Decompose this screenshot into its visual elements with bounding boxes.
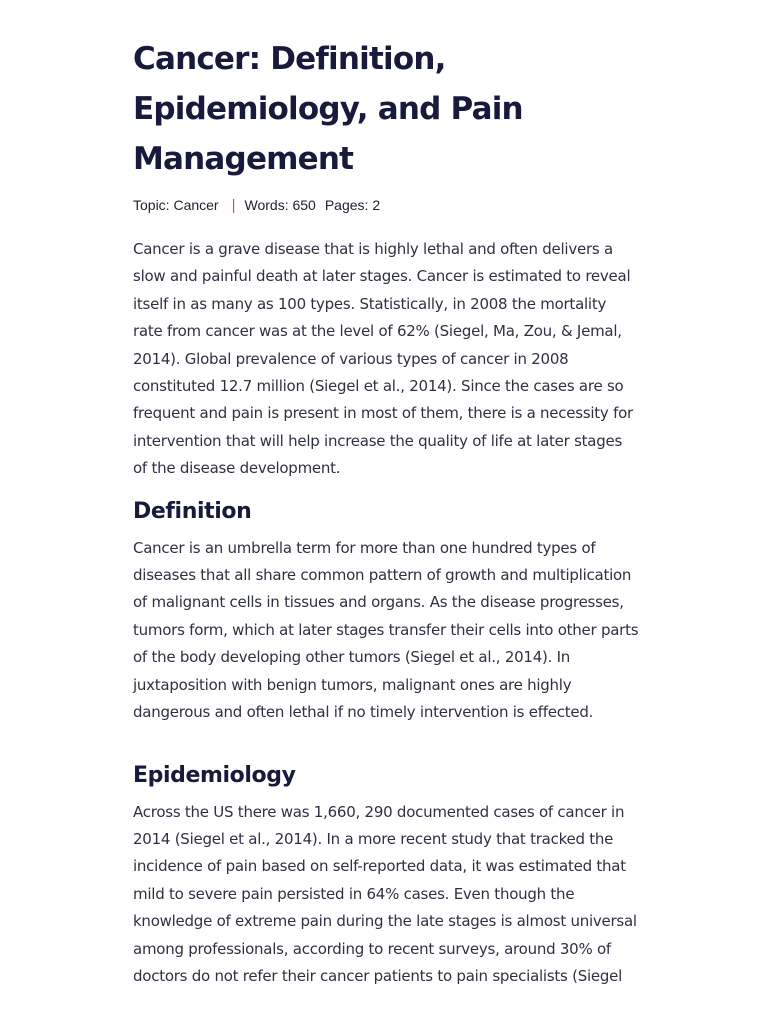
intro-paragraph: Cancer is a grave disease that is highly lethal and often delivers a slow and painful death at later stages. Cancer is estimated to reveal itself in as many as 100 types. Statistically, in 2008 the mortality rate from cancer was at the level of 62% (Siegel, Ma, Zou, & Jemal, 2014). Global prevalence of various types of cancer in 2008 constituted 12.7 million (Siegel et al., 2014). Since the cases are so frequent and pain is present in most of them, there is a necessity for intervention that will help increase the quality of life at later stages of the disease development.	[133, 240, 633, 478]
section-body-definition: Cancer is an umbrella term for more than one hundred types of diseases that all share common pattern of growth and multiplication of malignant cells in tissues and organs. As the disease progresses, tumors form, which at later stages transfer their cells into other parts of the body developing other tumors (Siegel et al., 2014). In juxtaposition with benign tumors, malignant ones are highly dangerous and often lethal if no timely intervention is effected.	[133, 538, 639, 722]
meta-words: Words: 650	[244, 197, 316, 213]
document-meta	[133, 195, 640, 215]
section-body-epidemiology: Across the US there was 1,660, 290 documented cases of cancer in 2014 (Siegel et al., 2014). In a more recent study that tracked the incidence of pain based on self-reported data, it was estimated that mild to severe pain persisted in 64% cases. Even though the knowledge of extreme pain during the late stages is almost universal among professionals, according to recent surveys, around 30% of doctors do not refer their cancer patients to pain specialists (Siegel	[133, 802, 637, 985]
section-heading-epidemiology: Epidemiology	[133, 762, 296, 788]
document-title: Cancer: Definition, Epidemiology, and Pain Management	[133, 41, 523, 177]
meta-topic: Topic: Cancer	[133, 197, 219, 213]
meta-separator: |	[231, 196, 236, 214]
section-heading-definition: Definition	[133, 498, 252, 524]
meta-pages: Pages: 2	[324, 197, 381, 213]
